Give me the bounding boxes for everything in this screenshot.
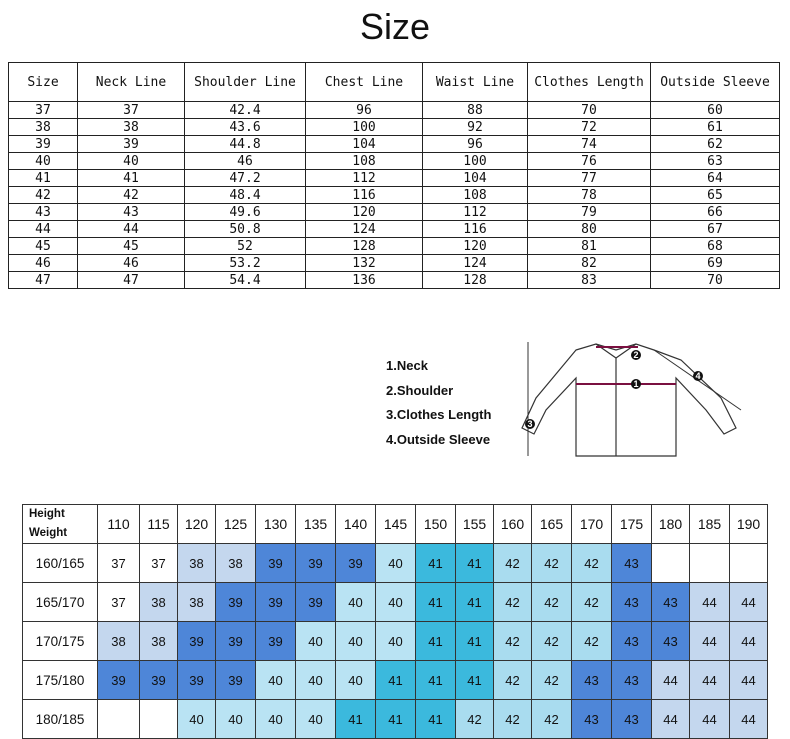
size-cell: 41 [336,700,376,739]
size-cell: 41 [416,544,456,583]
size-cell: 38 [140,622,178,661]
size-cell: 44 [730,622,768,661]
size-cell: 42 [494,700,532,739]
height-header-cell: 150 [416,505,456,544]
table-row [9,255,780,272]
size-cell: 44 [730,700,768,739]
table-row [9,102,780,119]
cell-shoulder-line: 47.2 [185,170,306,187]
table-row [9,221,780,238]
cell-neck-line: 41 [78,170,185,187]
cell-waist-line: 100 [423,153,528,170]
size-cell: 40 [376,583,416,622]
height-header-cell: 155 [456,505,494,544]
height-header-cell: 175 [612,505,652,544]
cell-outside-sleeve: 68 [651,238,780,255]
size-cell: 42 [494,544,532,583]
cell-size: 44 [9,221,78,238]
corner-weight-label: Weight [29,527,68,539]
cell-shoulder-line: 42.4 [185,102,306,119]
size-cell: 41 [416,700,456,739]
size-measurement-table [8,62,780,289]
size-cell: 39 [178,661,216,700]
cell-clothes-length: 70 [528,102,651,119]
height-header-cell: 190 [730,505,768,544]
size-cell: 41 [376,700,416,739]
cell-clothes-length: 80 [528,221,651,238]
cell-chest-line: 100 [306,119,423,136]
cell-clothes-length: 81 [528,238,651,255]
size-cell: 40 [256,700,296,739]
size-cell: 39 [216,583,256,622]
marker-1: 1 [633,379,639,389]
cell-outside-sleeve: 61 [651,119,780,136]
legend-item-clothes-length: 3.Clothes Length [386,407,492,422]
cell-neck-line: 47 [78,272,185,289]
height-header-row [23,505,768,544]
cell-size: 37 [9,102,78,119]
size-cell: 44 [690,583,730,622]
cell-neck-line: 40 [78,153,185,170]
height-header-cell: 185 [690,505,730,544]
cell-clothes-length: 82 [528,255,651,272]
height-header-cell: 115 [140,505,178,544]
size-cell: 42 [532,544,572,583]
cell-neck-line: 46 [78,255,185,272]
size-cell [98,700,140,739]
weight-row-label: 175/180 [23,661,98,700]
cell-shoulder-line: 53.2 [185,255,306,272]
cell-neck-line: 38 [78,119,185,136]
size-table-header-row [9,63,780,102]
table-row [23,700,768,739]
size-cell: 42 [532,661,572,700]
size-cell: 42 [494,622,532,661]
height-weight-size-grid [22,504,768,739]
size-cell: 40 [296,661,336,700]
table-row [9,238,780,255]
table-row [9,136,780,153]
size-cell: 39 [140,661,178,700]
size-cell: 43 [612,544,652,583]
size-cell: 42 [532,622,572,661]
table-row [23,544,768,583]
cell-clothes-length: 78 [528,187,651,204]
size-cell: 43 [572,661,612,700]
size-cell: 44 [730,661,768,700]
cell-neck-line: 37 [78,102,185,119]
height-header-cell: 170 [572,505,612,544]
cell-size: 45 [9,238,78,255]
cell-size: 38 [9,119,78,136]
cell-clothes-length: 83 [528,272,651,289]
cell-size: 46 [9,255,78,272]
size-cell: 41 [456,583,494,622]
size-cell: 37 [140,544,178,583]
cell-shoulder-line: 54.4 [185,272,306,289]
size-cell: 43 [612,661,652,700]
cell-outside-sleeve: 64 [651,170,780,187]
corner-height-label: Height [29,508,65,520]
legend-item-outside-sleeve: 4.Outside Sleeve [386,431,491,447]
size-cell: 42 [456,700,494,739]
cell-size: 39 [9,136,78,153]
size-cell: 39 [216,622,256,661]
size-cell: 39 [178,622,216,661]
cell-chest-line: 132 [306,255,423,272]
cell-chest-line: 108 [306,153,423,170]
cell-neck-line: 43 [78,204,185,221]
cell-waist-line: 120 [423,238,528,255]
height-header-cell: 125 [216,505,256,544]
cell-size: 43 [9,204,78,221]
marker-2: 2 [633,350,639,360]
size-cell: 43 [612,583,652,622]
size-cell [730,544,768,583]
cell-chest-line: 96 [306,102,423,119]
cell-chest-line: 128 [306,238,423,255]
size-cell: 38 [98,622,140,661]
column-header-shoulder-line: Shoulder Line [185,63,306,102]
size-cell: 40 [178,700,216,739]
size-cell: 37 [98,544,140,583]
cell-outside-sleeve: 62 [651,136,780,153]
size-cell: 40 [376,622,416,661]
size-cell: 40 [216,700,256,739]
table-row [9,119,780,136]
cell-neck-line: 39 [78,136,185,153]
table-row [9,170,780,187]
size-cell: 42 [494,661,532,700]
weight-row-label: 180/185 [23,700,98,739]
size-cell: 44 [652,661,690,700]
size-cell: 39 [296,544,336,583]
column-header-chest-line: Chest Line [306,63,423,102]
cell-neck-line: 44 [78,221,185,238]
cell-chest-line: 104 [306,136,423,153]
height-header-cell: 145 [376,505,416,544]
cell-outside-sleeve: 65 [651,187,780,204]
size-cell: 39 [216,661,256,700]
size-cell [140,700,178,739]
height-header-cell: 135 [296,505,336,544]
cell-waist-line: 104 [423,170,528,187]
cell-neck-line: 42 [78,187,185,204]
size-cell: 43 [572,700,612,739]
legend-item-shoulder: 2.Shoulder [386,382,454,398]
cell-outside-sleeve: 63 [651,153,780,170]
cell-outside-sleeve: 69 [651,255,780,272]
size-cell: 39 [256,544,296,583]
weight-row-label: 160/165 [23,544,98,583]
height-header-cell: 130 [256,505,296,544]
size-cell: 40 [376,544,416,583]
cell-neck-line: 45 [78,238,185,255]
size-cell: 41 [456,622,494,661]
size-cell: 42 [572,583,612,622]
marker-3: 3 [527,419,533,429]
size-cell: 43 [652,622,690,661]
size-cell [652,544,690,583]
size-cell: 40 [256,661,296,700]
cell-shoulder-line: 44.8 [185,136,306,153]
table-row [9,272,780,289]
cell-chest-line: 120 [306,204,423,221]
cell-shoulder-line: 46 [185,153,306,170]
cell-outside-sleeve: 67 [651,221,780,238]
cell-shoulder-line: 50.8 [185,221,306,238]
size-cell: 39 [296,583,336,622]
table-row [23,661,768,700]
size-cell: 43 [612,700,652,739]
cell-waist-line: 92 [423,119,528,136]
cell-waist-line: 112 [423,204,528,221]
cell-size: 42 [9,187,78,204]
size-cell: 38 [216,544,256,583]
cell-waist-line: 128 [423,272,528,289]
size-cell: 38 [178,544,216,583]
column-header-neck-line: Neck Line [78,63,185,102]
height-header-cell: 165 [532,505,572,544]
grid-corner-label [23,505,98,544]
size-cell: 39 [256,583,296,622]
size-cell: 44 [690,622,730,661]
size-cell: 40 [296,622,336,661]
size-cell: 44 [652,700,690,739]
cell-shoulder-line: 52 [185,238,306,255]
height-header-cell: 180 [652,505,690,544]
legend-item-neck: 1.Neck [386,358,428,373]
cell-waist-line: 108 [423,187,528,204]
cell-waist-line: 96 [423,136,528,153]
cell-outside-sleeve: 66 [651,204,780,221]
table-row [9,153,780,170]
size-cell: 44 [730,583,768,622]
cell-clothes-length: 72 [528,119,651,136]
cell-waist-line: 88 [423,102,528,119]
weight-row-label: 170/175 [23,622,98,661]
size-cell: 42 [532,700,572,739]
size-cell: 41 [416,661,456,700]
size-cell: 40 [336,583,376,622]
cell-clothes-length: 79 [528,204,651,221]
cell-shoulder-line: 49.6 [185,204,306,221]
size-cell: 39 [256,622,296,661]
size-cell: 40 [336,661,376,700]
cell-clothes-length: 77 [528,170,651,187]
cell-chest-line: 136 [306,272,423,289]
table-row [23,583,768,622]
table-row [9,204,780,221]
cell-outside-sleeve: 60 [651,102,780,119]
size-cell: 42 [494,583,532,622]
table-row [23,622,768,661]
size-cell: 44 [690,700,730,739]
size-cell: 43 [612,622,652,661]
shirt-measurement-diagram [516,338,746,460]
size-cell: 39 [98,661,140,700]
size-cell: 40 [336,622,376,661]
size-cell: 38 [178,583,216,622]
size-cell: 41 [416,583,456,622]
height-header-cell: 160 [494,505,532,544]
size-cell: 41 [376,661,416,700]
cell-size: 47 [9,272,78,289]
size-cell: 44 [690,661,730,700]
cell-chest-line: 116 [306,187,423,204]
column-header-clothes-length: Clothes Length [528,63,651,102]
height-header-cell: 110 [98,505,140,544]
cell-chest-line: 124 [306,221,423,238]
cell-chest-line: 112 [306,170,423,187]
cell-outside-sleeve: 70 [651,272,780,289]
size-cell: 40 [296,700,336,739]
cell-size: 41 [9,170,78,187]
column-header-waist-line: Waist Line [423,63,528,102]
cell-size: 40 [9,153,78,170]
height-header-cell: 120 [178,505,216,544]
weight-row-label: 165/170 [23,583,98,622]
cell-clothes-length: 76 [528,153,651,170]
cell-shoulder-line: 48.4 [185,187,306,204]
height-header-cell: 140 [336,505,376,544]
size-cell: 42 [532,583,572,622]
size-cell: 42 [572,544,612,583]
column-header-outside-sleeve: Outside Sleeve [651,63,780,102]
size-cell [690,544,730,583]
size-cell: 41 [456,544,494,583]
cell-waist-line: 116 [423,221,528,238]
cell-shoulder-line: 43.6 [185,119,306,136]
shirt-outline [522,344,736,456]
size-cell: 39 [336,544,376,583]
size-cell: 38 [140,583,178,622]
size-cell: 41 [456,661,494,700]
cell-waist-line: 124 [423,255,528,272]
size-cell: 43 [652,583,690,622]
column-header-size: Size [9,63,78,102]
cell-clothes-length: 74 [528,136,651,153]
page-title: Size [359,6,431,47]
size-cell: 42 [572,622,612,661]
table-row [9,187,780,204]
size-cell: 41 [416,622,456,661]
size-cell: 37 [98,583,140,622]
marker-4: 4 [695,371,701,381]
measurement-legend [386,358,491,456]
